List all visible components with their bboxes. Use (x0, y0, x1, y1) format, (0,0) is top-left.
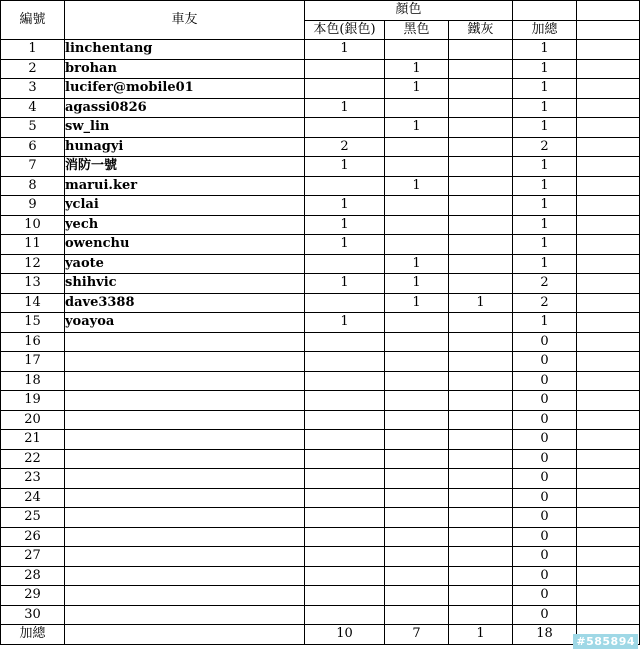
header-name[interactable]: 車友 (65, 1, 305, 40)
row-black-cell[interactable] (385, 40, 449, 60)
row-silver-cell[interactable]: 1 (305, 235, 385, 255)
row-total-cell[interactable]: 0 (513, 527, 577, 547)
row-extra-cell[interactable] (577, 254, 640, 274)
row-total-cell[interactable]: 0 (513, 332, 577, 352)
row-index-cell[interactable]: 3 (1, 79, 65, 99)
table-row (1, 605, 640, 625)
row-index-cell[interactable]: 6 (1, 137, 65, 157)
row-extra-cell[interactable] (577, 235, 640, 255)
row-name-cell[interactable] (65, 488, 305, 508)
row-name-cell[interactable] (65, 410, 305, 430)
row-extra-cell[interactable] (577, 274, 640, 294)
row-silver-cell[interactable] (305, 430, 385, 450)
row-extra-cell[interactable] (577, 118, 640, 138)
table-row (1, 449, 640, 469)
row-name-cell[interactable]: yaote (65, 254, 305, 274)
table-row (1, 118, 640, 138)
row-gray-cell[interactable] (449, 59, 513, 79)
row-extra-cell[interactable] (577, 547, 640, 567)
header-color-group[interactable]: 顏色 (305, 1, 513, 21)
row-total-cell[interactable]: 0 (513, 449, 577, 469)
row-index-cell[interactable]: 12 (1, 254, 65, 274)
row-total-cell[interactable]: 1 (513, 40, 577, 60)
row-silver-cell[interactable] (305, 410, 385, 430)
table-row (1, 391, 640, 411)
row-silver-cell[interactable] (305, 254, 385, 274)
row-index-cell[interactable]: 19 (1, 391, 65, 411)
row-total-cell[interactable]: 0 (513, 566, 577, 586)
footer-black-cell[interactable]: 7 (385, 625, 449, 645)
row-silver-cell[interactable] (305, 59, 385, 79)
row-name-cell[interactable] (65, 352, 305, 372)
row-black-cell[interactable]: 1 (385, 59, 449, 79)
row-black-cell[interactable]: 1 (385, 293, 449, 313)
row-total-cell[interactable]: 2 (513, 274, 577, 294)
row-index-cell[interactable]: 22 (1, 449, 65, 469)
row-name-cell[interactable] (65, 332, 305, 352)
row-extra-cell[interactable] (577, 371, 640, 391)
row-silver-cell[interactable] (305, 469, 385, 489)
table-row (1, 59, 640, 79)
row-index-cell[interactable]: 20 (1, 410, 65, 430)
footer-total-cell[interactable]: 18 (513, 625, 577, 645)
row-extra-cell[interactable] (577, 508, 640, 528)
row-gray-cell[interactable] (449, 469, 513, 489)
row-silver-cell[interactable] (305, 79, 385, 99)
row-silver-cell[interactable] (305, 176, 385, 196)
row-black-cell[interactable]: 1 (385, 79, 449, 99)
row-total-cell[interactable]: 1 (513, 79, 577, 99)
table-row (1, 371, 640, 391)
footer-label-cell[interactable]: 加總 (1, 625, 65, 645)
row-total-cell[interactable]: 0 (513, 605, 577, 625)
table-row (1, 157, 640, 177)
row-name-cell[interactable]: lucifer@mobile01 (65, 79, 305, 99)
row-index-cell[interactable]: 13 (1, 274, 65, 294)
row-black-cell[interactable] (385, 449, 449, 469)
table-row (1, 176, 640, 196)
row-gray-cell[interactable] (449, 332, 513, 352)
row-silver-cell[interactable] (305, 352, 385, 372)
row-name-cell[interactable]: owenchu (65, 235, 305, 255)
row-extra-cell[interactable] (577, 157, 640, 177)
row-extra-cell[interactable] (577, 410, 640, 430)
watermark-stamp: #585894 (573, 634, 638, 649)
row-gray-cell[interactable] (449, 566, 513, 586)
row-black-cell[interactable]: 1 (385, 254, 449, 274)
row-total-cell[interactable]: 0 (513, 371, 577, 391)
table-row (1, 40, 640, 60)
row-total-cell[interactable]: 1 (513, 157, 577, 177)
row-total-cell[interactable]: 1 (513, 215, 577, 235)
row-index-cell[interactable]: 30 (1, 605, 65, 625)
row-silver-cell[interactable] (305, 586, 385, 606)
row-gray-cell[interactable]: 1 (449, 293, 513, 313)
row-black-cell[interactable]: 1 (385, 176, 449, 196)
row-name-cell[interactable] (65, 371, 305, 391)
row-name-cell[interactable]: 消防一號 (65, 157, 305, 177)
row-black-cell[interactable] (385, 605, 449, 625)
row-gray-cell[interactable] (449, 527, 513, 547)
row-black-cell[interactable] (385, 566, 449, 586)
table-row (1, 547, 640, 567)
header-total-top[interactable] (513, 1, 577, 21)
row-gray-cell[interactable] (449, 605, 513, 625)
row-extra-cell[interactable] (577, 352, 640, 372)
row-black-cell[interactable] (385, 547, 449, 567)
row-total-cell[interactable]: 1 (513, 118, 577, 138)
row-extra-cell[interactable] (577, 196, 640, 216)
row-index-cell[interactable]: 17 (1, 352, 65, 372)
row-name-cell[interactable] (65, 508, 305, 528)
header-extra[interactable] (577, 20, 640, 40)
row-index-cell[interactable]: 21 (1, 430, 65, 450)
row-name-cell[interactable]: agassi0826 (65, 98, 305, 118)
row-index-cell[interactable]: 2 (1, 59, 65, 79)
row-total-cell[interactable]: 1 (513, 196, 577, 216)
row-index-cell[interactable]: 15 (1, 313, 65, 333)
header-color-black[interactable]: 黑色 (385, 20, 449, 40)
row-extra-cell[interactable] (577, 605, 640, 625)
row-index-cell[interactable]: 14 (1, 293, 65, 313)
footer-name-cell[interactable] (65, 625, 305, 645)
row-name-cell[interactable]: marui.ker (65, 176, 305, 196)
row-name-cell[interactable] (65, 391, 305, 411)
row-index-cell[interactable]: 1 (1, 40, 65, 60)
row-gray-cell[interactable] (449, 235, 513, 255)
table-row (1, 235, 640, 255)
row-extra-cell[interactable] (577, 566, 640, 586)
header-color-silver[interactable]: 本色(銀色) (305, 20, 385, 40)
row-black-cell[interactable] (385, 157, 449, 177)
row-extra-cell[interactable] (577, 430, 640, 450)
row-gray-cell[interactable] (449, 430, 513, 450)
row-extra-cell[interactable] (577, 176, 640, 196)
row-silver-cell[interactable]: 1 (305, 274, 385, 294)
row-gray-cell[interactable] (449, 371, 513, 391)
header-extra-top[interactable] (577, 1, 640, 21)
row-silver-cell[interactable] (305, 508, 385, 528)
row-silver-cell[interactable] (305, 566, 385, 586)
table-row (1, 215, 640, 235)
row-extra-cell[interactable] (577, 313, 640, 333)
row-black-cell[interactable] (385, 410, 449, 430)
table-row (1, 293, 640, 313)
row-index-cell[interactable]: 16 (1, 332, 65, 352)
row-extra-cell[interactable] (577, 391, 640, 411)
row-total-cell[interactable]: 1 (513, 176, 577, 196)
row-total-cell[interactable]: 0 (513, 469, 577, 489)
row-extra-cell[interactable] (577, 215, 640, 235)
row-index-cell[interactable]: 25 (1, 508, 65, 528)
row-silver-cell[interactable] (305, 293, 385, 313)
row-extra-cell[interactable] (577, 469, 640, 489)
row-gray-cell[interactable] (449, 352, 513, 372)
row-black-cell[interactable] (385, 488, 449, 508)
row-extra-cell[interactable] (577, 59, 640, 79)
row-gray-cell[interactable] (449, 118, 513, 138)
table-row (1, 274, 640, 294)
table-row (1, 469, 640, 489)
row-silver-cell[interactable]: 2 (305, 137, 385, 157)
row-silver-cell[interactable] (305, 605, 385, 625)
row-index-cell[interactable]: 8 (1, 176, 65, 196)
row-extra-cell[interactable] (577, 40, 640, 60)
footer-row (1, 625, 640, 645)
row-name-cell[interactable] (65, 605, 305, 625)
row-gray-cell[interactable] (449, 586, 513, 606)
row-name-cell[interactable] (65, 430, 305, 450)
row-gray-cell[interactable] (449, 196, 513, 216)
row-black-cell[interactable] (385, 313, 449, 333)
row-black-cell[interactable] (385, 332, 449, 352)
row-index-cell[interactable]: 27 (1, 547, 65, 567)
row-total-cell[interactable]: 0 (513, 352, 577, 372)
row-total-cell[interactable]: 0 (513, 488, 577, 508)
row-gray-cell[interactable] (449, 254, 513, 274)
row-name-cell[interactable]: yclai (65, 196, 305, 216)
row-silver-cell[interactable] (305, 118, 385, 138)
row-gray-cell[interactable] (449, 391, 513, 411)
row-black-cell[interactable] (385, 98, 449, 118)
row-extra-cell[interactable] (577, 527, 640, 547)
table-row (1, 527, 640, 547)
row-extra-cell[interactable] (577, 79, 640, 99)
row-name-cell[interactable]: yoayoa (65, 313, 305, 333)
table-row (1, 508, 640, 528)
row-silver-cell[interactable]: 1 (305, 215, 385, 235)
footer-silver-cell[interactable]: 10 (305, 625, 385, 645)
row-name-cell[interactable]: sw_lin (65, 118, 305, 138)
table-row (1, 410, 640, 430)
row-index-cell[interactable]: 18 (1, 371, 65, 391)
row-black-cell[interactable] (385, 391, 449, 411)
row-gray-cell[interactable] (449, 79, 513, 99)
row-index-cell[interactable]: 28 (1, 566, 65, 586)
row-black-cell[interactable] (385, 371, 449, 391)
row-total-cell[interactable]: 1 (513, 235, 577, 255)
row-silver-cell[interactable] (305, 371, 385, 391)
row-name-cell[interactable]: linchentang (65, 40, 305, 60)
row-name-cell[interactable]: hunagyi (65, 137, 305, 157)
row-gray-cell[interactable] (449, 508, 513, 528)
row-black-cell[interactable] (385, 430, 449, 450)
row-name-cell[interactable] (65, 547, 305, 567)
row-silver-cell[interactable] (305, 391, 385, 411)
row-black-cell[interactable] (385, 508, 449, 528)
row-black-cell[interactable] (385, 469, 449, 489)
row-name-cell[interactable]: dave3388 (65, 293, 305, 313)
row-black-cell[interactable]: 1 (385, 274, 449, 294)
row-index-cell[interactable]: 4 (1, 98, 65, 118)
row-total-cell[interactable]: 0 (513, 430, 577, 450)
row-total-cell[interactable]: 0 (513, 508, 577, 528)
row-total-cell[interactable]: 0 (513, 410, 577, 430)
table-row (1, 196, 640, 216)
row-silver-cell[interactable] (305, 527, 385, 547)
row-black-cell[interactable] (385, 196, 449, 216)
row-index-cell[interactable]: 23 (1, 469, 65, 489)
row-black-cell[interactable] (385, 527, 449, 547)
table-row (1, 313, 640, 333)
row-index-cell[interactable]: 26 (1, 527, 65, 547)
row-name-cell[interactable]: shihvic (65, 274, 305, 294)
row-gray-cell[interactable] (449, 137, 513, 157)
row-gray-cell[interactable] (449, 449, 513, 469)
row-index-cell[interactable]: 7 (1, 157, 65, 177)
row-total-cell[interactable]: 0 (513, 586, 577, 606)
header-row-top (1, 1, 640, 21)
row-silver-cell[interactable]: 1 (305, 196, 385, 216)
row-index-cell[interactable]: 11 (1, 235, 65, 255)
row-total-cell[interactable]: 1 (513, 254, 577, 274)
row-total-cell[interactable]: 1 (513, 59, 577, 79)
footer-gray-cell[interactable]: 1 (449, 625, 513, 645)
row-extra-cell[interactable] (577, 586, 640, 606)
row-black-cell[interactable] (385, 352, 449, 372)
row-extra-cell[interactable] (577, 293, 640, 313)
table-row (1, 488, 640, 508)
row-silver-cell[interactable]: 1 (305, 157, 385, 177)
row-gray-cell[interactable] (449, 410, 513, 430)
table-row (1, 430, 640, 450)
row-total-cell[interactable]: 0 (513, 547, 577, 567)
row-black-cell[interactable] (385, 235, 449, 255)
table-row (1, 586, 640, 606)
row-total-cell[interactable]: 2 (513, 137, 577, 157)
row-index-cell[interactable]: 5 (1, 118, 65, 138)
row-index-cell[interactable]: 29 (1, 586, 65, 606)
row-name-cell[interactable] (65, 449, 305, 469)
row-index-cell[interactable]: 9 (1, 196, 65, 216)
row-extra-cell[interactable] (577, 98, 640, 118)
row-gray-cell[interactable] (449, 176, 513, 196)
row-total-cell[interactable]: 0 (513, 391, 577, 411)
row-gray-cell[interactable] (449, 488, 513, 508)
row-gray-cell[interactable] (449, 274, 513, 294)
row-extra-cell[interactable] (577, 137, 640, 157)
table-row (1, 137, 640, 157)
row-index-cell[interactable]: 10 (1, 215, 65, 235)
row-black-cell[interactable] (385, 215, 449, 235)
row-name-cell[interactable] (65, 469, 305, 489)
row-black-cell[interactable] (385, 586, 449, 606)
header-color-gray[interactable]: 鐵灰 (449, 20, 513, 40)
row-silver-cell[interactable] (305, 488, 385, 508)
row-gray-cell[interactable] (449, 547, 513, 567)
row-name-cell[interactable] (65, 586, 305, 606)
row-gray-cell[interactable] (449, 157, 513, 177)
row-total-cell[interactable]: 1 (513, 98, 577, 118)
row-gray-cell[interactable] (449, 40, 513, 60)
table-row (1, 566, 640, 586)
row-silver-cell[interactable]: 1 (305, 313, 385, 333)
row-index-cell[interactable]: 24 (1, 488, 65, 508)
row-black-cell[interactable]: 1 (385, 118, 449, 138)
row-black-cell[interactable] (385, 137, 449, 157)
row-name-cell[interactable] (65, 527, 305, 547)
row-extra-cell[interactable] (577, 449, 640, 469)
row-gray-cell[interactable] (449, 313, 513, 333)
row-name-cell[interactable] (65, 566, 305, 586)
row-gray-cell[interactable] (449, 98, 513, 118)
row-name-cell[interactable]: brohan (65, 59, 305, 79)
table-row (1, 79, 640, 99)
row-extra-cell[interactable] (577, 488, 640, 508)
table-row (1, 332, 640, 352)
row-silver-cell[interactable] (305, 547, 385, 567)
row-silver-cell[interactable]: 1 (305, 98, 385, 118)
table-row (1, 98, 640, 118)
row-silver-cell[interactable] (305, 332, 385, 352)
table-row (1, 254, 640, 274)
header-total[interactable]: 加總 (513, 20, 577, 40)
row-gray-cell[interactable] (449, 215, 513, 235)
row-silver-cell[interactable]: 1 (305, 40, 385, 60)
row-total-cell[interactable]: 2 (513, 293, 577, 313)
row-total-cell[interactable]: 1 (513, 313, 577, 333)
row-name-cell[interactable]: yech (65, 215, 305, 235)
row-silver-cell[interactable] (305, 449, 385, 469)
header-index[interactable]: 編號 (1, 1, 65, 40)
row-extra-cell[interactable] (577, 332, 640, 352)
table-row (1, 352, 640, 372)
